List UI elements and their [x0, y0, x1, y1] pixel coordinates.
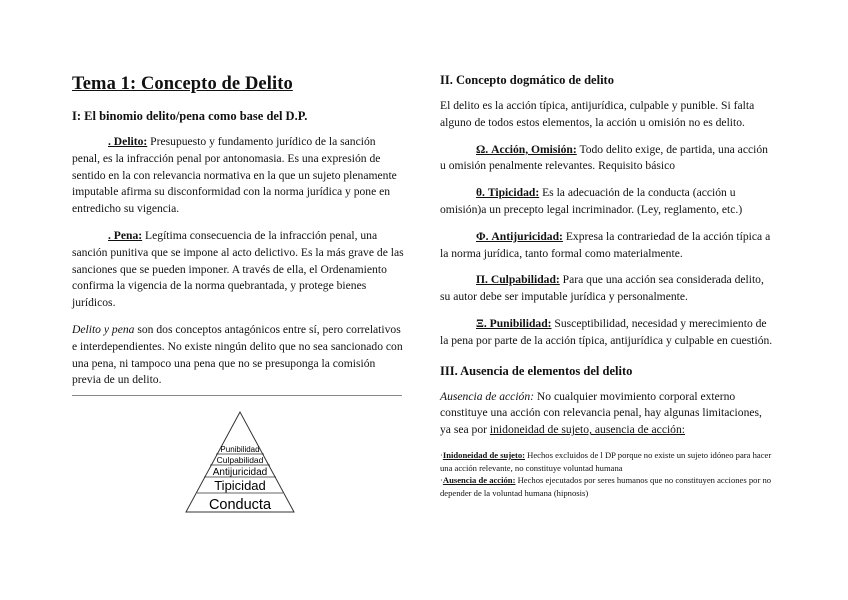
note-bullet: ·	[440, 449, 443, 460]
term-accion: Ω. Acción, Omisión:	[476, 142, 577, 156]
italic-ausencia-de-accion: Ausencia de acción:	[440, 389, 535, 403]
section-heading-ausencia: III. Ausencia de elementos del delito	[440, 363, 633, 378]
underlined-limitaciones: inidoneidad de sujeto, ausencia de acción:	[489, 423, 685, 437]
term-delito: . Delito:	[108, 135, 148, 148]
paragraph-tipicidad	[440, 185, 774, 219]
term-pena: . Pena:	[108, 228, 143, 242]
text-punibilidad: Susceptibilidad, necesidad y merecimiento de la pena por parte de la acción típica, antijurídica y culpable en cuestión.	[440, 316, 773, 347]
left-column	[72, 70, 406, 389]
footnotes	[440, 449, 774, 499]
paragraph-intro: El delito es la acción típica, antijurídica, culpable y punible. Si falta alguno de todos estos elementos, la acción u omisión no es delito.	[440, 99, 755, 129]
note-term-inidoneidad: Inidoneidad de sujeto:	[442, 449, 526, 460]
note-ausencia	[440, 474, 774, 499]
note-text-ausencia: Hechos ejecutados por seres humanos que no constituyen acciones por no depender de la voluntad humana (hipnosis)	[440, 475, 772, 498]
text-tipicidad: Es la adecuación de la conducta (acción u omisión)a un precepto legal incriminador. (Ley, reglamento, etc.)	[440, 186, 743, 216]
delito-pyramid-diagram	[170, 410, 310, 520]
paragraph-culpabilidad	[440, 272, 774, 306]
note-inidoneidad	[440, 449, 774, 474]
pyramid-level-punibilidad: Punibilidad	[220, 445, 260, 454]
term-punibilidad: Ξ. Punibilidad:	[476, 316, 552, 330]
text-culpabilidad: Para que una acción sea considerada delito, su autor debe ser imputable jurídica y personalmente.	[440, 273, 764, 304]
paragraph-binomio	[72, 322, 406, 389]
note-text-inidoneidad: Hechos excluidos de l DP porque no existe un sujeto idóneo para hacer una acción relevante, no constituye voluntad humana	[440, 449, 772, 473]
paragraph-accion	[440, 142, 774, 176]
paragraph-antijuricidad	[440, 229, 774, 263]
page-title: Tema 1: Concepto de Delito	[72, 74, 293, 94]
pyramid-level-culpabilidad: Culpabilidad	[216, 455, 264, 465]
term-tipicidad: θ. Tipicidad:	[476, 186, 540, 200]
pyramid-level-tipicidad: Tipicidad	[214, 478, 266, 493]
paragraph-ausencia	[440, 389, 774, 439]
horizontal-divider	[72, 395, 402, 396]
text-antijuricidad: Expresa la contrariedad de la acción típica a la norma jurídica, tanto formal como materialmente.	[440, 229, 771, 260]
text-binomio: son dos conceptos antagónicos entre sí, pero correlativos e interdependientes. No existe ningún delito que no sea sancionado con una pena, ni tampoco una pena que no se presuponga la comisión previa de un delito.	[72, 322, 403, 387]
text-delito: Presupuesto y fundamento jurídico de la sanción penal, es la infracción penal por antonomasia. Es una expresión de sentido en la con relevancia normativa en la que un sujeto plenamente imputable afirma su disconformidad con la norma jurídica y pone en entredicho su vigencia.	[72, 135, 397, 216]
paragraph-pena	[72, 228, 406, 312]
section-heading-concepto-dogmatico: II. Concepto dogmático de delito	[440, 73, 614, 87]
italic-delito-y-pena: Delito y pena	[72, 322, 135, 336]
note-term-ausencia: Ausencia de acción:	[442, 475, 516, 486]
text-ausencia: No cualquier movimiento corporal externo constituye una acción con relevancia penal, hay algunas limitaciones, ya sea por	[440, 389, 762, 437]
note-bullet: ·	[440, 475, 443, 486]
section-heading-binomio: I: El binomio delito/pena como base del D.P.	[72, 109, 308, 123]
pyramid-level-antijuricidad: Antijuricidad	[212, 467, 268, 478]
text-accion: Todo delito exige, de partida, una acción u omisión penalmente relevantes. Requisito básico	[440, 142, 768, 173]
right-column	[440, 70, 774, 499]
paragraph-delito	[72, 134, 406, 218]
pyramid-level-conducta: Conducta	[208, 497, 272, 513]
paragraph-punibilidad	[440, 316, 774, 350]
term-antijuricidad: Φ. Antijuricidad:	[476, 229, 563, 243]
text-pena: Legítima consecuencia de la infracción penal, una sanción punitiva que se impone al acto delictivo. Es la más grave de las sanciones que se pueden imponer. A través de ella, el Ordenamiento confirma la vigencia de la norma quebrantada, y protege bienes jurídicos.	[72, 228, 404, 310]
term-culpabilidad: Π. Culpabilidad:	[476, 273, 560, 287]
